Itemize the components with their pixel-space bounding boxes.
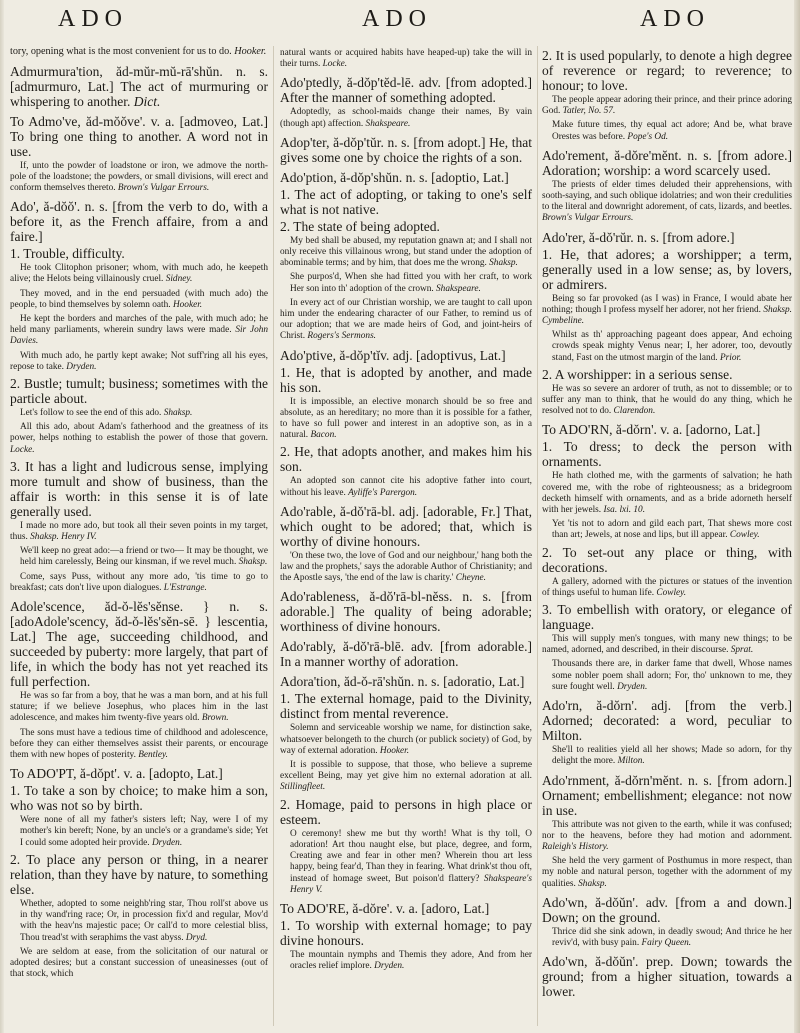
sense: 1. He, that adores; a worshipper; a term, generally used in a low sense; as, by lovers, or admirers. bbox=[542, 246, 792, 292]
quotation: Thrice did she sink adown, in deadly swoud; And thrice he her reviv'd, with busy pain. bbox=[552, 926, 792, 948]
entry-text: tory, opening what is the most convenient for us to do. bbox=[10, 46, 232, 57]
entry-head: To ADO'RN, ă-dŏrn'. v. a. [adorno, Lat.] bbox=[542, 422, 761, 438]
quotation: He was so severe an ardorer of truth, as not to dissemble; or to suffer any man to think, that he would do any thing, which he resolved not to do. bbox=[542, 383, 792, 417]
sense: 1. He, that is adopted by another, and made his son. bbox=[280, 364, 532, 395]
entry-adopt bbox=[10, 766, 268, 980]
sense: 2. To set-out any place or thing, with decorations. bbox=[542, 544, 792, 575]
quote-source: Dict. bbox=[133, 93, 161, 109]
entry-adown-preposition bbox=[542, 954, 792, 999]
entry-adolescence bbox=[10, 599, 268, 761]
entry-adorer bbox=[542, 230, 792, 418]
quote-source: Hooker. bbox=[234, 46, 267, 57]
column-divider-2 bbox=[537, 46, 538, 1026]
quotation: She held the very garment of Posthumus in more respect, than my noble and natural person, together with the adornment of my qualities. bbox=[542, 856, 792, 889]
quote-source: Milton. bbox=[617, 756, 645, 767]
quote-source: Dryden. bbox=[374, 961, 405, 972]
entry-head: Ado'rable, ă-dŏ'rā-bl. adj. [adorable, Fr.] That, which ought to be adored; that, which is worthy of divine honours. bbox=[280, 503, 532, 549]
entry-continuation bbox=[10, 46, 268, 59]
sense: 2. The state of being adopted. bbox=[280, 218, 440, 234]
quotation: Being so far provoked (as I was) in France, I would abate her nothing; though I profess myself her adorer, not her friend. bbox=[542, 293, 792, 315]
page-edge-right bbox=[794, 0, 800, 1033]
quote-source: Dryden. bbox=[151, 837, 183, 848]
quote-source: Bentley. bbox=[138, 750, 168, 761]
quotation: Were none of all my father's sisters left; Nay, were I of my mother's kin bereft; None, by an uncle's or a grandame's side; Yet I could some adopted heir provide. bbox=[20, 815, 268, 848]
header-center-guideword: ADO bbox=[362, 6, 432, 32]
quote-source: Hooker. bbox=[172, 299, 203, 310]
quote-source: Fairy Queen. bbox=[641, 937, 692, 948]
quote-source: Dryden. bbox=[617, 681, 648, 692]
entry-head: Ado'wn, ă-dŏŭn'. prep. Down; towards the ground; from a higher situation, towards a lower. bbox=[542, 954, 792, 1000]
quotation: Make future times, thy equal act adore; And be, what brave Orestes was before. bbox=[552, 120, 792, 142]
entry-ado bbox=[10, 199, 268, 594]
quote-source: Dryd. bbox=[185, 932, 208, 943]
quotation: With much ado, he partly kept awake; Not suff'ring all his eyes, repose to take. bbox=[10, 350, 268, 372]
quote-source: Locke. bbox=[10, 444, 35, 455]
quote-source: Brown. bbox=[201, 713, 229, 724]
column-divider-1 bbox=[273, 46, 274, 1026]
quotation: She'll to realities yield all her shows; Made so adorn, for thy delight the more. bbox=[552, 745, 792, 767]
quotation: This will supply men's tongues, with many new things; to be named, adorned, and described, in their discourse. bbox=[542, 634, 792, 656]
quote-source: Clarendon. bbox=[613, 406, 656, 417]
sense: 2. Bustle; tumult; business; sometimes with the particle about. bbox=[10, 376, 268, 407]
entry-head: To ADO'PT, ă-dŏpt'. v. a. [adopto, Lat.] bbox=[10, 766, 223, 782]
entry-head: Adole'scence, ăd-ŏ-lĕs'sĕnse. } n. s. [adoAdole'scency, ăd-ŏ-lĕs'sĕn-sē. } lescentia, Lat.] The age, succeeding childhood, and succeeded by puberty: more largely, that part of life, in which the body has not yet reached its full perfection. bbox=[10, 599, 268, 690]
entry-head: Ado'rn, ă-dŏrn'. adj. [from the verb.] Adorned; decorated: a word, peculiar to Milton. bbox=[542, 698, 792, 744]
quote-source: Cowley. bbox=[729, 530, 760, 541]
quote-source: Cheyne. bbox=[455, 573, 486, 584]
quotation: He took Clitophon prisoner; whom, with much ado, he keepeth alive; the Helots being villainously cruel. bbox=[10, 263, 268, 285]
entry-admurmuration bbox=[10, 64, 268, 109]
quote-source: Isa. lxi. 10. bbox=[603, 505, 646, 516]
entry-adorement bbox=[542, 148, 792, 225]
sense: 1. The external homage, paid to the Divinity, distinct from mental reverence. bbox=[280, 691, 532, 722]
quotation: My bed shall be abused, my reputation gnawn at; and I shall not only receive this villainous wrong, but stand under the adoption of abominable terms; and by him, that does me the wrong. bbox=[280, 235, 532, 269]
quotation: He was so far from a boy, that he was a man born, and at his full stature; if we believe Josephus, who places him in the last adolescence, and makes him twenty-five years old. bbox=[10, 691, 268, 724]
quotation: I made no more ado, but took all their seven points in my target, thus. bbox=[10, 520, 268, 543]
quotation: 'On these two, the love of God and our neighbour,' hang both the law and the prophets,' says the adorable Author of Christianity; and the Apostle says, 'the end of the law is charity.' bbox=[280, 550, 532, 584]
running-header bbox=[0, 6, 800, 46]
quotation: It is possible to suppose, that those, who believe a supreme excellent Being, may yet give him no external adoration at all. bbox=[280, 760, 532, 782]
quotation: They moved, and in the end persuaded (with much ado) the people, to bind themselves by solemn oath. bbox=[10, 288, 268, 310]
entry-head: Adora'tion, ăd-ŏ-rā'shŭn. n. s. [adoratio, Lat.] bbox=[280, 674, 525, 690]
quotation: Adoptedly, as school-maids change their names, By vain (though apt) affection. bbox=[280, 107, 532, 129]
quotation: Whilst as th' approaching pageant does appear, And echoing crowds speak mighty Venus near; I, her adorer, too, devoutly stand, Fast on the utmost margin of the land. bbox=[552, 330, 792, 363]
quote-source: L'Estrange. bbox=[163, 582, 207, 593]
entry-adorably bbox=[280, 639, 532, 669]
entry-continuation bbox=[280, 48, 532, 70]
entry-head: Adop'ter, ă-dŏp'tŭr. n. s. [from adopt.] He, that gives some one by choice the rights of a son. bbox=[280, 134, 532, 165]
sense: 3. To embellish with oratory, or elegance of language. bbox=[542, 602, 792, 633]
entry-adornment bbox=[542, 773, 792, 890]
quote-source: Ayliffe's Parergon. bbox=[348, 487, 418, 498]
entry-adorable bbox=[280, 504, 532, 585]
quotation: O ceremony! shew me but thy worth! What is thy toll, O adoration! Art thou naught else, but place, degree, and form, Creating awe and fear in other men? Wherein thou art less happy, being fear'd, Than they in fearing. What drink'st thou oft, instead of homage sweet, But poison'd flattery? bbox=[290, 828, 532, 884]
column-2 bbox=[280, 46, 532, 1026]
quote-source: Sir John Davies. bbox=[10, 325, 268, 347]
quotation: Thousands there are, in darker fame that dwell, Whose names some nobler poem shall adorn; For, tho' unknown to me, they sure fought well. bbox=[552, 659, 792, 692]
quotation: An adopted son cannot cite his adoptive father into court, without his leave. bbox=[280, 476, 532, 498]
entry-head: Admurmura'tion, ăd-mŭr-mŭ-rā'shŭn. n. s. [admurmuro, Lat.] The act of murmuring or whispering to another. bbox=[10, 63, 268, 109]
entry-adoptedly bbox=[280, 75, 532, 129]
quotation: He hath clothed me, with the garments of salvation; he hath covered me, with the robe of righteousness; as a bridegroom decketh himself with ornaments, and as a bride adorneth herself with her jewels. bbox=[542, 471, 792, 516]
entry-head: Ado'ptive, ă-dŏp'tĭv. adj. [adoptivus, Lat.] bbox=[280, 347, 506, 363]
quote-source: Stillingfleet. bbox=[280, 782, 326, 793]
entry-head: To ADO'RE, ă-dŏre'. v. a. [adoro, Lat.] bbox=[280, 900, 490, 916]
quote-source: Pope's Od. bbox=[627, 131, 669, 142]
quote-source: Shakspeare. bbox=[436, 283, 481, 294]
quotation: The priests of elder times deluded their apprehensions, with sooth-saying, and such oblique idolatries; and won their credulities to the literal and downright adorement, of cats, lizards, and beetles. bbox=[542, 179, 792, 213]
quotation: A gallery, adorned with the pictures or statues of the invention of things useful to human life. bbox=[542, 576, 792, 598]
entry-adore bbox=[280, 901, 532, 972]
quote-source: Brown's Vulgar Errours. bbox=[542, 213, 634, 224]
quotation: She purpos'd, When she had fitted you with her craft, to work Her son into th' adoption of the crown. bbox=[290, 272, 532, 294]
quote-source: Sidney. bbox=[165, 274, 193, 285]
sense: 1. To take a son by choice; to make him a son, who was not so by birth. bbox=[10, 783, 268, 814]
quote-source: Shaksp. bbox=[238, 557, 268, 568]
quotation: The people appear adoring their prince, and their prince adoring God. bbox=[542, 95, 792, 117]
sense: 1. To worship with external homage; to pay divine honours. bbox=[280, 917, 532, 948]
entry-adoption bbox=[280, 170, 532, 343]
quotation: He kept the borders and marches of the pale, with much ado; he held many parliaments, wherein sundry laws were made. bbox=[10, 314, 268, 336]
header-right-guideword: ADO bbox=[640, 6, 710, 32]
quote-source: Prior. bbox=[719, 352, 742, 363]
entry-head: To Admo've, ăd-mŏŏve'. v. a. [admoveo, Lat.] To bring one thing to another. A word not in use. bbox=[10, 113, 268, 159]
quote-source: Shaksp. Henry IV. bbox=[30, 532, 97, 543]
quote-source: Sprat. bbox=[730, 645, 754, 656]
entry-adorn-adjective bbox=[542, 698, 792, 767]
header-left-guideword: ADO bbox=[58, 6, 128, 32]
entry-adoration bbox=[280, 674, 532, 895]
entry-admove bbox=[10, 114, 268, 195]
quotation: Whether, adopted to some neighb'ring star, Thou roll'st above us in thy wand'ring race; Or, in procession fix'd and regular, Mov'd with the heav'ns majestic pace; Or call'd to more celestial bliss, Thou tread'st with seraphims the vast abyss. bbox=[20, 898, 268, 943]
quotation: Solemn and serviceable worship we name, for distinction sake, whatsoever belongeth to the church (or publick society) of God, by way of external adoration. bbox=[280, 723, 532, 756]
entry-head: Ado'rableness, ă-dŏ'rā-bl-nĕss. n. s. [from adorable.] The quality of being adorable; worthiness of divine honours. bbox=[280, 589, 532, 635]
quotation: It is impossible, an elective monarch should be so free and absolute, as an hereditary; no more than it is possible for a father, to have so full power and interest in an adoptive son, as in a natural. bbox=[280, 396, 532, 441]
quote-source: Shaksp. bbox=[163, 408, 193, 419]
quote-source: Cowley. bbox=[656, 587, 687, 598]
quotation: This attribute was not given to the earth, while it was confused; nor to the heavens, before they had motion and adornment. bbox=[542, 819, 792, 841]
entry-head: Ado'ptedly, ă-dŏp'tĕd-lē. adv. [from adopted.] After the manner of something adopted. bbox=[280, 75, 532, 106]
sense: 3. It has a light and ludicrous sense, implying more tumult and show of business, than the affair is worth: in this sense it is of late generally used. bbox=[10, 458, 268, 519]
quote-source: Shakspeare's Henry V. bbox=[290, 873, 532, 895]
quote-source: Shakspeare. bbox=[365, 118, 411, 129]
quote-source: Dryden. bbox=[66, 361, 97, 372]
entry-head: Ado'rement, ă-dŏre'mĕnt. n. s. [from adore.] Adoration; worship: a word scarcely used. bbox=[542, 147, 792, 178]
sense: 2. To place any person or thing, in a nearer relation, than they have by nature, to something else. bbox=[10, 851, 268, 897]
entry-head: Ado'rably, ă-dŏ'rā-blē. adv. [from adorable.] In a manner worthy of adoration. bbox=[280, 639, 532, 670]
quotation: If, unto the powder of loadstone or iron, we admove the north-pole of the loadstone; the powders, or small divisions, will erect and conform themselves thereto. bbox=[10, 160, 268, 193]
quotation: Yet 'tis not to adorn and gild each part, That shews more cost than art; Jewels, at nose and lips, but ill appear. bbox=[552, 519, 792, 541]
page-gutter-left bbox=[0, 0, 4, 1033]
entry-head: Ado', ă-dŏŏ'. n. s. [from the verb to do, with a before it, as the French affaire, from a and faire.] bbox=[10, 199, 268, 245]
quotation: We'll keep no great ado:—a friend or two— It may be thought, we held him carelessly, Being our kinsman, if we revel much. bbox=[20, 546, 268, 568]
sense: 1. Trouble, difficulty. bbox=[10, 246, 125, 262]
quotation: Come, says Puss, without any more ado, 'tis time to go to breakfast; cats don't live upon dialogues. bbox=[10, 571, 268, 593]
column-3 bbox=[542, 46, 792, 1026]
quotation: The mountain nymphs and Themis they adore, And from her oracles relief implore. bbox=[290, 949, 532, 972]
quote-source: Rogers's Sermons. bbox=[307, 331, 377, 342]
quote-source: Brown's Vulgar Errours. bbox=[117, 183, 210, 193]
entry-adorableness bbox=[280, 589, 532, 634]
entry-head: Ado'wn, ă-dŏŭn'. adv. [from a and down.] Down; on the ground. bbox=[542, 894, 792, 925]
entry-head: Ado'rnment, ă-dŏrn'mĕnt. n. s. [from adorn.] Ornament; embellishment; elegance: not now in use. bbox=[542, 772, 792, 818]
quote-source: Shaksp. bbox=[578, 878, 607, 889]
sense: 2. He, that adopts another, and makes him his son. bbox=[280, 444, 532, 475]
quotation: In every act of our Christian worship, we are taught to call upon him under the endearing character of our Father, to remind us of our adoption; that we are made heirs of God, and joint-heirs of Christ. bbox=[280, 297, 532, 342]
entry-adopter bbox=[280, 135, 532, 165]
entry-adorn bbox=[542, 422, 792, 693]
entry-adore-continued bbox=[542, 48, 792, 143]
quote-source: Locke. bbox=[322, 59, 348, 70]
quotation: natural wants or acquired habits have heaped-up) take the will in their turns. bbox=[280, 48, 532, 70]
sense: 1. To dress; to deck the person with ornaments. bbox=[542, 439, 792, 470]
quote-source: Bacon. bbox=[310, 430, 337, 441]
sense: 2. A worshipper: in a serious sense. bbox=[542, 366, 733, 382]
quotation: Let's follow to see the end of this ado. bbox=[20, 408, 162, 419]
quotation: We are seldom at ease, from the solicitation of our natural or adopted desires; but a constant succession of uneasinesses (out of that stock, which bbox=[10, 946, 268, 980]
entry-head: Ado'ption, ă-dŏp'shŭn. n. s. [adoptio, Lat.] bbox=[280, 169, 509, 185]
quote-source: Raleigh's History. bbox=[542, 841, 609, 852]
entry-adoptive bbox=[280, 348, 532, 499]
quotation: All this ado, about Adam's fatherhood and the greatness of its power, helps nothing to establish the power of those that govern. bbox=[10, 422, 268, 444]
quote-source: Shaksp. bbox=[489, 258, 518, 269]
quote-source: Shaksp. Cymbeline. bbox=[542, 304, 792, 327]
column-1 bbox=[10, 46, 268, 1026]
quote-source: Hooker. bbox=[379, 745, 410, 756]
entry-adown bbox=[542, 895, 792, 949]
sense: 1. The act of adopting, or taking to one's self what is not native. bbox=[280, 186, 532, 217]
quotation: The sons must have a tedious time of childhood and adolescence, before they can either themselves assist their parents, or encourage them with new hopes of posterity. bbox=[10, 727, 268, 761]
quote-source: Tatler, No. 57. bbox=[562, 106, 616, 117]
sense: 2. Homage, paid to persons in high place or esteem. bbox=[280, 796, 532, 827]
entry-head: Ado'rer, ă-dŏ'rŭr. n. s. [from adore.] bbox=[542, 229, 735, 245]
sense: 2. It is used popularly, to denote a high degree of reverence or regard; to reverence; to honour; to love. bbox=[542, 48, 792, 93]
